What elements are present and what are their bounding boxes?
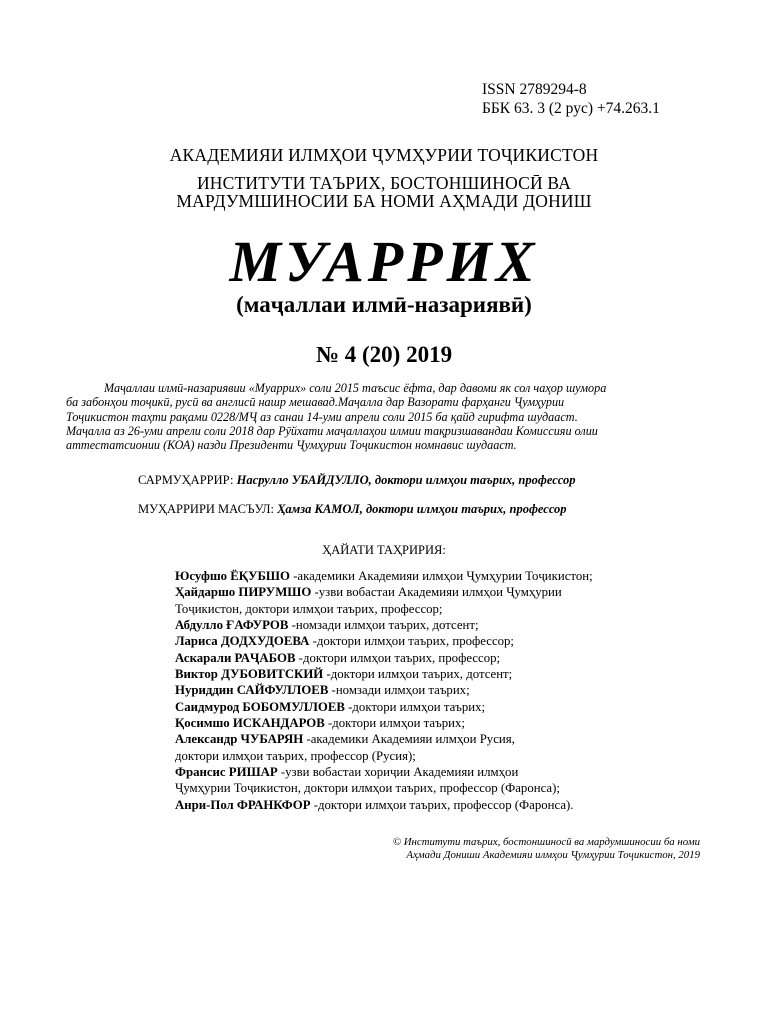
editor-in-chief-label: САРМУҲАРРИР:: [138, 473, 234, 487]
member-description: Тоҷикистон, доктори илмҳои таърих, профессор;: [175, 601, 443, 616]
institute-name: [0, 174, 768, 210]
board-member: [175, 748, 593, 764]
description-line: Маҷалла аз 26-уми апрели соли 2018 дар Рӯйхати маҷаллаҳои илмии тақризшавандаи Комиссияи олии: [66, 423, 598, 438]
description-line: ба забонҳои тоҷикӣ, русӣ ва англисӣ нашр мешавад.Маҷалла дар Вазорати фарҳанги Ҷумҳурии: [66, 395, 565, 410]
copyright-notice: [393, 836, 700, 862]
member-name: Аскарали РАҶАБОВ: [175, 650, 296, 665]
publication-codes: [482, 80, 660, 118]
board-member: [175, 780, 593, 796]
member-name: Виктор ДУБОВИТСКИЙ: [175, 667, 324, 682]
executive-editor-value: Ҳамза КАМОЛ, доктори илмҳои таърих, профессор: [277, 502, 567, 516]
member-description: доктори илмҳои таърих, профессор (Русия);: [175, 748, 416, 763]
academy-name: АКАДЕМИЯИ ИЛМҲОИ ҶУМҲУРИИ ТОҶИКИСТОН: [169, 145, 599, 165]
issn-number: ISSN 2789294-8: [482, 81, 587, 98]
executive-editor: [138, 502, 567, 517]
member-description: -академики Академияи илмҳои Ҷумҳурии Тоҷикистон;: [289, 569, 593, 583]
member-name: Анри-Пол ФРАНКФОР: [175, 797, 311, 812]
member-description: -доктори илмҳои таърих;: [344, 699, 486, 714]
board-member: [175, 699, 593, 715]
member-description: -доктори илмҳои таърих, профессор;: [309, 634, 514, 649]
board-member: [175, 715, 593, 731]
board-member: [175, 731, 593, 747]
editor-in-chief: [138, 473, 576, 488]
journal-subtitle: (маҷаллаи илмӣ-назариявӣ): [236, 292, 532, 317]
member-description: -номзади илмҳои таърих;: [328, 683, 470, 698]
board-member: [175, 682, 593, 698]
member-name: Юсуфшо ЁҚУБШО: [175, 569, 290, 583]
member-description: -доктори илмҳои таърих;: [324, 716, 465, 731]
copyright-line2: Аҳмади Дониши Академияи илмҳои Ҷумҳурии Тоҷикистон, 2019: [406, 849, 700, 862]
member-name: Саидмурод БОБОМУЛЛОЕВ: [175, 699, 345, 714]
member-description: -доктори илмҳои таърих, профессор;: [295, 650, 501, 665]
member-description: -доктори илмҳои таърих, профессор (Фаронса).: [310, 797, 574, 812]
description-line: Тоҷикистон таҳти рақами 0228/МҶ аз санаи 14-уми апрели соли 2015 ба қайд гирифта шудааст.: [66, 409, 578, 424]
member-name: Нуриддин САЙФУЛЛОЕВ: [175, 683, 329, 698]
journal-title: МУАРРИХ: [229, 229, 539, 294]
board-member: [175, 764, 593, 780]
member-name: Қосимшо ИСКАНДАРОВ: [175, 716, 325, 731]
member-description: -узви вобастаи Академияи илмҳои Ҷумҳурии: [311, 585, 562, 600]
institute-name-line2: МАРДУМШИНОСИИ БА НОМИ АҲМАДИ ДОНИШ: [176, 191, 592, 211]
executive-editor-label: МУҲАРРИРИ МАСЪУЛ:: [138, 502, 274, 516]
issue-number: № 4 (20) 2019: [315, 342, 453, 367]
board-member: [175, 650, 593, 666]
institute-name-line1: ИНСТИТУТИ ТАЪРИХ, БОСТОНШИНОСӢ ВА: [196, 173, 572, 193]
member-description: -доктори илмҳои таърих, дотсент;: [323, 667, 513, 682]
board-member: [175, 568, 593, 584]
board-member: [175, 601, 593, 617]
board-member: [175, 666, 593, 682]
member-description: -номзади илмҳои таърих, дотсент;: [288, 618, 479, 633]
member-description: -академики Академияи илмҳои Русия,: [303, 732, 515, 747]
board-member: [175, 584, 593, 600]
description-line: Маҷаллаи илмӣ-назариявии «Муаррих» соли 2015 таъсис ёфта, дар давоми як сол чаҳор шумора: [104, 381, 607, 395]
description-line: аттестатсионии (КОА) назди Президенти Ҷумҳурии Тоҷикистон номнавис шудааст.: [66, 438, 517, 453]
editorial-board-title: ҲАЙАТИ ТАҲРИРИЯ:: [322, 543, 446, 557]
member-name: Франсис РИШАР: [175, 765, 278, 780]
journal-description: [66, 381, 702, 452]
member-name: Ҳайдаршо ПИРУМШО: [175, 585, 312, 600]
editorial-board-list: [175, 568, 593, 813]
board-member: [175, 633, 593, 649]
member-name: Александр ЧУБАРЯН: [175, 732, 304, 747]
board-member: [175, 617, 593, 633]
member-description: Ҷумҳурии Тоҷикистон, доктори илмҳои таърих, профессор (Фаронса);: [175, 781, 560, 796]
board-member: [175, 797, 593, 813]
editor-in-chief-value: Насрулло УБАЙДУЛЛО, доктори илмҳои таърих, профессор: [236, 473, 576, 487]
member-name: Лариса ДОДХУДОЕВА: [175, 634, 310, 649]
bbk-code: ББК 63. 3 (2 рус) +74.263.1: [482, 100, 660, 117]
copyright-line1: © Институти таърих, бостоншиносӣ ва мардумшиносии ба номи: [392, 836, 700, 848]
member-description: -узви вобастаи хориҷии Академияи илмҳои: [277, 765, 519, 780]
member-name: Абдулло ҒАФУРОВ: [175, 618, 289, 633]
